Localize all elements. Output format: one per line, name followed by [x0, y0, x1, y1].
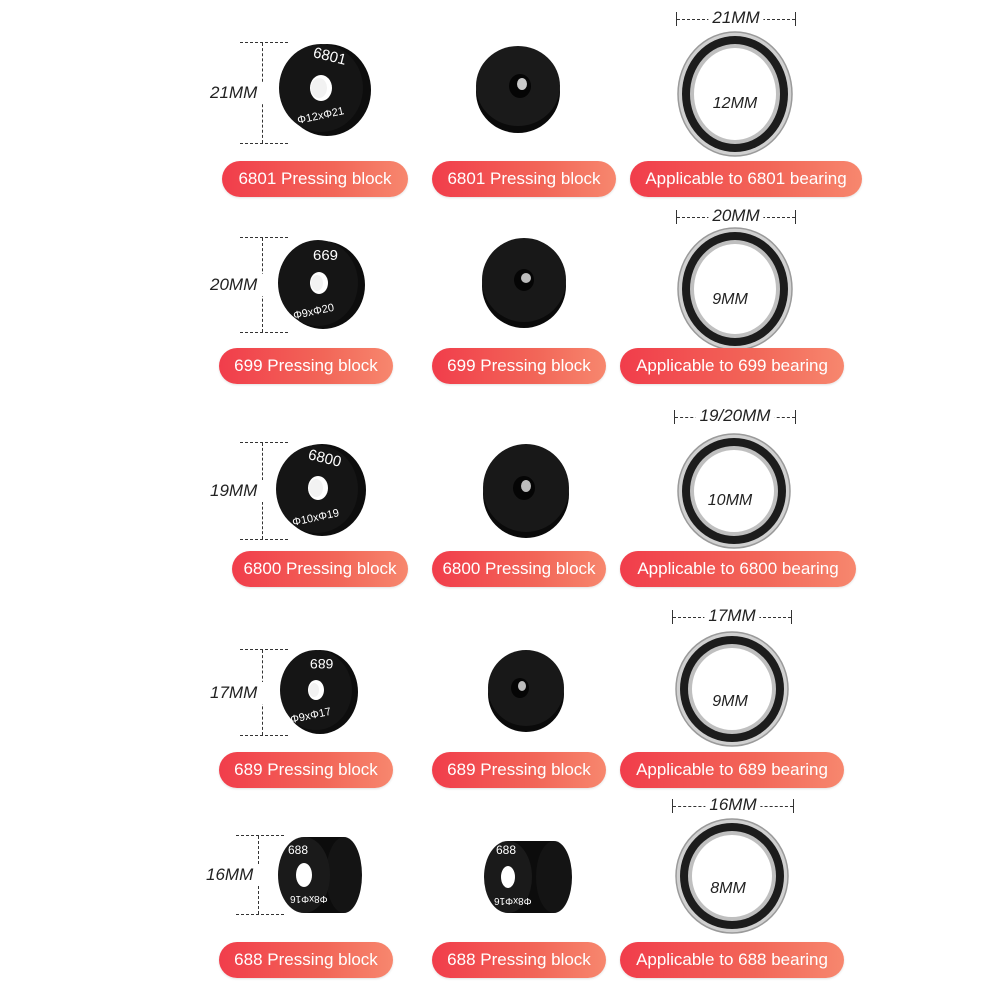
pressing-block-icon — [480, 835, 574, 919]
block-spec: Φ9xΦ17 — [289, 705, 333, 727]
inner-diameter-label: 9MM — [712, 291, 748, 308]
pressing-block-icon — [275, 38, 375, 138]
height-label: 21MM — [210, 82, 266, 104]
spec-row-688 — [0, 795, 1001, 1001]
outer-diameter-dimension — [676, 206, 796, 225]
block-caption: 6800 Pressing block — [232, 551, 408, 587]
outer-diameter-dimension — [672, 606, 792, 625]
outer-diameter-label: 19/20MM — [696, 406, 775, 426]
height-label: 16MM — [206, 864, 262, 886]
bearing-caption: Applicable to 699 bearing — [620, 348, 844, 384]
block-caption: 688 Pressing block — [219, 942, 393, 978]
bearing-icon — [676, 432, 792, 550]
outer-diameter-label: 17MM — [704, 606, 759, 626]
pressing-block-icon — [272, 440, 368, 538]
inner-diameter-label: 12MM — [712, 95, 758, 112]
block-code: 689 — [310, 656, 334, 672]
pressing-block-icon — [474, 40, 564, 135]
block-code: 6800 — [306, 446, 343, 471]
block-code: 699 — [313, 246, 339, 263]
pressing-block-icon — [276, 646, 360, 736]
inner-diameter-label: 9MM — [712, 693, 748, 710]
block-spec: Φ8xΦ16 — [494, 895, 532, 906]
block-caption: 6801 Pressing block — [432, 161, 616, 197]
outer-diameter-label: 21MM — [708, 8, 763, 28]
block-caption: 688 Pressing block — [432, 942, 606, 978]
bearing-icon — [674, 630, 790, 748]
outer-diameter-dimension — [676, 8, 796, 27]
block-code: 688 — [288, 843, 309, 857]
spec-row-689 — [0, 600, 1001, 795]
block-caption: 689 Pressing block — [432, 752, 606, 788]
outer-diameter-label: 16MM — [705, 795, 760, 815]
bearing-icon — [674, 817, 790, 935]
pressing-block-icon — [478, 234, 570, 330]
height-label: 20MM — [210, 274, 266, 296]
spec-row-699 — [0, 200, 1001, 395]
block-code: 688 — [496, 843, 517, 857]
block-caption: 699 Pressing block — [432, 348, 606, 384]
inner-diameter-label: 8MM — [710, 880, 746, 897]
pressing-block-icon — [484, 644, 568, 734]
block-caption: 6801 Pressing block — [222, 161, 408, 197]
outer-diameter-label: 20MM — [708, 206, 763, 226]
bearing-caption: Applicable to 6801 bearing — [630, 161, 862, 197]
block-spec: Φ10xΦ19 — [291, 507, 341, 529]
bearing-caption: Applicable to 688 bearing — [620, 942, 844, 978]
block-code: 6801 — [311, 44, 348, 69]
bearing-caption: Applicable to 6800 bearing — [620, 551, 856, 587]
outer-diameter-dimension — [672, 795, 794, 814]
spec-row-6800 — [0, 400, 1001, 600]
pressing-block-icon — [480, 440, 574, 540]
block-spec: Φ8xΦ16 — [290, 893, 328, 904]
pressing-block-icon — [270, 833, 364, 917]
bearing-caption: Applicable to 689 bearing — [620, 752, 844, 788]
pressing-block-icon — [275, 236, 367, 331]
bearing-icon — [676, 30, 794, 158]
block-caption: 699 Pressing block — [219, 348, 393, 384]
outer-diameter-dimension — [674, 406, 796, 425]
block-spec: Φ9xΦ20 — [292, 301, 336, 323]
bearing-icon — [676, 226, 794, 352]
height-label: 19MM — [210, 480, 266, 502]
inner-diameter-label: 10MM — [707, 492, 753, 509]
block-caption: 6800 Pressing block — [432, 551, 606, 587]
height-label: 17MM — [210, 682, 266, 704]
block-caption: 689 Pressing block — [219, 752, 393, 788]
block-spec: Φ12xΦ21 — [296, 105, 346, 127]
spec-row-6801 — [0, 0, 1001, 200]
